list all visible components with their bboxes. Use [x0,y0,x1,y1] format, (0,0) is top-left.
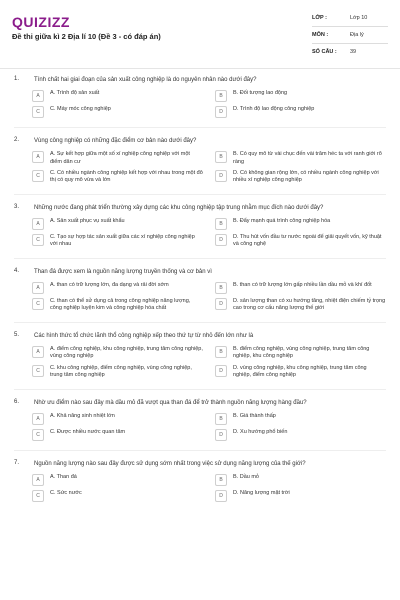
option-b[interactable] [215,346,386,361]
option-c[interactable] [32,429,203,441]
option-letter-badge: C [32,170,44,182]
option-text: A. Sự kết hợp giữa một số xí nghiệp công nghiệp với một điểm dân cư [50,151,190,165]
meta-value: Lớp 10 [350,15,368,21]
option-letter-badge: B [215,218,227,230]
option-text: D. Thu hút vốn đầu tư nước ngoài để giải quyết vốn, kỹ thuật và công nghệ [233,233,382,248]
option-d[interactable] [215,365,386,380]
option-letter-badge: C [32,365,44,377]
option-d[interactable] [215,234,386,249]
question-text: Những nước đang phát triển thường xây dựng các khu công nghiệp tập trung nhằm mục đích nào dưới đây? [34,204,324,211]
option-text: C. Có nhiều ngành công nghiệp kết hợp với nhau trong một đô thị có quy mô vừa và lớn [50,170,203,184]
option-text: B. Có quy mô từ vài chục đến vài trăm héc ta với ranh giới rõ ràng [233,151,382,165]
option-letter-badge: B [215,346,227,358]
question-2 [14,137,386,195]
option-letter-badge: A [32,218,44,230]
option-c[interactable] [32,170,203,185]
option-letter-badge: C [32,429,44,441]
option-text: A. Trình độ sản xuất [50,90,100,97]
option-letter-badge: A [32,413,44,425]
meta-row-count [312,44,388,60]
question-6 [14,399,386,451]
option-letter-badge: D [215,106,227,118]
option-text: C. Được nhiều nước quan tâm [50,428,126,435]
question-separator [14,389,386,390]
option-a[interactable] [32,218,203,230]
meta-label: MÔN : [312,32,329,38]
option-b[interactable] [215,151,386,166]
question-text: Tính chất hai giai đoạn của sản xuất công nghiệp là do nguyên nhân nào dưới đây? [34,77,257,83]
option-letter-badge: C [32,106,44,118]
meta-row-subject [312,27,388,44]
option-text: A. than có trữ lượng lớn, đa dạng và rải đời sớm [50,281,169,288]
option-text: C. Sức nước [50,489,82,496]
option-a[interactable] [32,282,203,294]
option-text: B. than có trữ lượng lớn gấp nhiều lần dầu mỏ và khí đốt [233,281,372,288]
option-text: B. Giá thành thấp [233,412,276,419]
option-text: B. điểm công nghiệp, vùng công nghiệp, trung tâm công nghiệp, khu công nghiệp [233,345,370,360]
question-number: 7. [14,459,20,466]
option-text: C. than có thể sử dụng cả trong công nghiệp năng lượng, công nghiệp luyện kim và công nghiệp hóa chất [50,297,191,312]
meta-value: 39 [350,49,357,55]
option-a[interactable] [32,151,203,166]
question-number: 5. [14,331,20,338]
option-text: C. Máy móc công nghiệp [50,106,111,113]
option-text: D. sản lượng than có xu hướng tăng, nhiệt điện chiếm tỷ trọng cao trong cơ cấu năng lượng thế giới [233,297,386,312]
question-text: Than đá được xem là nguồn năng lượng truyền thống và cơ bản vì [34,268,212,275]
quizizz-logo: QUIZIZZ [12,14,70,30]
question-text: Nhờ ưu điểm nào sau đây mà dầu mỏ đã vượt qua than đá để trở thành nguồn năng lượng hàng đầu? [34,399,307,406]
option-letter-badge: D [215,170,227,182]
option-c[interactable] [32,298,203,313]
option-letter-badge: D [215,365,227,377]
question-7 [14,460,386,502]
meta-value: Địa lý [350,32,364,38]
question-number: 2. [14,137,20,144]
option-c[interactable] [32,490,203,502]
option-text: A. Than đá [50,473,77,480]
question-separator [14,258,386,259]
option-a[interactable] [32,474,203,486]
option-text: B. Dầu mỏ [233,473,259,480]
option-text: D. Xu hướng phổ biến [233,428,288,435]
option-c[interactable] [32,365,203,380]
option-letter-badge: B [215,151,227,163]
meta-label: LỚP : [312,15,327,21]
question-separator [14,194,386,195]
option-d[interactable] [215,170,386,185]
question-separator [14,322,386,323]
option-d[interactable] [215,429,386,441]
meta-row-class [312,10,388,27]
option-letter-badge: B [215,413,227,425]
option-letter-badge: A [32,151,44,163]
question-number: 1. [14,76,20,82]
question-text: Vùng công nghiệp có những đặc điểm cơ bản nào dưới đây? [34,138,197,145]
option-c[interactable] [32,234,203,249]
option-text: B. Đối tượng lao động [233,90,288,97]
option-text: A. điểm công nghiệp, khu công nghiệp, trung tâm công nghiệp, vùng công nghiệp [50,345,203,360]
option-text: D. Năng lượng mặt trời [233,489,290,496]
option-b[interactable] [215,282,386,294]
option-letter-badge: B [215,90,227,102]
option-text: A. Khả năng sinh nhiệt lớn [50,412,115,419]
question-separator [14,450,386,451]
header-divider [0,68,400,69]
option-letter-badge: C [32,490,44,502]
worksheet-header [0,0,400,68]
option-text: C. khu công nghiệp, điểm công nghiệp, vùng công nghiệp, trung tâm công nghiệp [50,364,192,379]
option-letter-badge: A [32,346,44,358]
question-3 [14,204,386,259]
worksheet-title: Đề thi giữa kì 2 Địa lí 10 (Đề 3 - có đáp án) [12,32,161,41]
option-d[interactable] [215,490,386,502]
option-letter-badge: B [215,282,227,294]
question-number: 4. [14,267,20,274]
option-letter-badge: D [215,490,227,502]
option-b[interactable] [215,413,386,425]
option-text: A. Sản xuất phục vụ xuất khẩu [50,217,125,224]
meta-label: SỐ CÂU : [312,49,337,55]
option-text: D. vùng công nghiệp, khu công nghiệp, trung tâm công nghiệp, điểm công nghiệp [233,364,367,379]
question-number: 3. [14,203,20,210]
option-letter-badge: A [32,90,44,102]
option-c[interactable] [32,106,203,118]
option-text: D. Trình độ lao động công nghiệp [233,106,315,113]
question-1 [14,76,386,128]
question-text: Các hình thức tổ chức lãnh thổ công nghiệp xếp theo thứ tự từ nhỏ đến lớn như là [34,332,254,339]
option-text: D. Có không gian rộng lớn, có nhiều ngành công nghiệp với nhiều xí nghiệp công nghiệp [233,170,379,184]
option-text: C. Tạo sự hợp tác sản xuất giữa các xí nghiệp công nghiệp với nhau [50,233,195,248]
option-a[interactable] [32,413,203,425]
option-d[interactable] [215,298,386,313]
option-b[interactable] [215,218,386,230]
option-b[interactable] [215,474,386,486]
question-number: 6. [14,398,20,405]
option-letter-badge: D [215,298,227,310]
option-letter-badge: D [215,234,227,246]
question-list [0,76,400,502]
option-letter-badge: C [32,298,44,310]
question-text: Nguồn năng lượng nào sau đây được sử dụng sớm nhất trong việc sử dụng năng lượng của thế giới? [34,460,306,467]
question-5 [14,332,386,390]
option-d[interactable] [215,106,386,118]
option-a[interactable] [32,346,203,361]
option-text: B. Đẩy mạnh quá trình công nghiệp hóa [233,217,331,224]
option-b[interactable] [215,90,386,102]
question-separator [14,127,386,128]
option-letter-badge: B [215,474,227,486]
question-4 [14,268,386,323]
option-letter-badge: A [32,282,44,294]
meta-box [312,10,388,60]
option-a[interactable] [32,90,203,102]
option-letter-badge: A [32,474,44,486]
option-letter-badge: C [32,234,44,246]
option-letter-badge: D [215,429,227,441]
